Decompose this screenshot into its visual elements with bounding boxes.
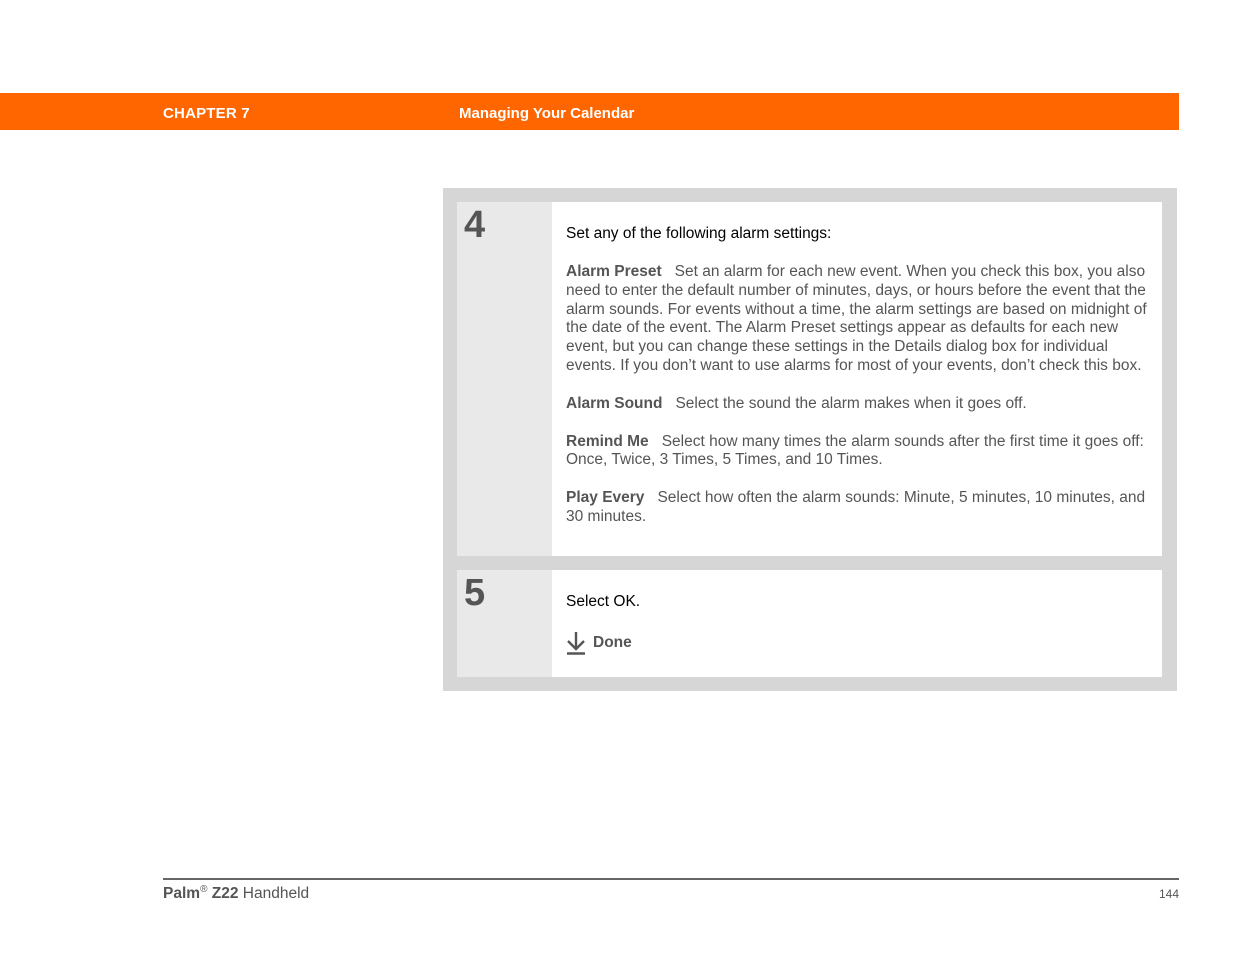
alarm-sound-term: Alarm Sound <box>566 394 663 412</box>
steps-panel <box>443 188 1177 691</box>
step-intro: Select OK. <box>566 593 641 610</box>
remind-me-term: Remind Me <box>566 432 649 450</box>
alarm-sound-paragraph <box>566 395 1148 414</box>
footer-product-name <box>163 884 309 903</box>
remind-me-paragraph <box>566 433 1148 471</box>
remind-me-text: Select how many times the alarm sounds after the first time it goes off: Once, Twice, 3 Times, 5 Times, and 10 Times. <box>566 432 1144 469</box>
step-number: 4 <box>464 204 486 246</box>
alarm-preset-paragraph <box>566 263 1148 376</box>
step-4 <box>457 202 1162 556</box>
footer-product: Handheld <box>242 885 310 903</box>
step-body <box>552 202 1162 556</box>
step-body <box>552 570 1162 677</box>
step-number: 5 <box>464 572 486 614</box>
page-number: 144 <box>1158 887 1179 901</box>
footer-model: Z22 <box>211 885 239 903</box>
play-every-paragraph <box>566 489 1148 527</box>
done-indicator <box>566 631 1148 655</box>
down-arrow-icon <box>566 631 586 655</box>
play-every-text: Select how often the alarm sounds: Minute, 5 minutes, 10 minutes, and 30 minutes. <box>566 489 1146 525</box>
step-number-column <box>457 202 552 556</box>
step-5 <box>457 570 1162 677</box>
done-label: Done <box>593 634 632 651</box>
step-number-column <box>457 570 552 677</box>
registered-mark: ® <box>200 884 208 895</box>
footer-divider <box>163 878 1179 880</box>
alarm-sound-text: Select the sound the alarm makes when it goes off. <box>675 394 1027 412</box>
footer-brand: Palm <box>163 885 201 903</box>
alarm-preset-text: Set an alarm for each new event. When you check this box, you also need to enter the default number of minutes, days, or hours before the event that the alarm sounds. For events without a time, the alarm settings are based on midnight of the date of the event. The Alarm Preset settings appear as defaults for each new event, but you can change these settings in the Details dialog box for individual events. If you don’t want to use alarms for most of your events, don’t check this box. <box>566 263 1147 374</box>
alarm-preset-term: Alarm Preset <box>566 263 662 280</box>
step-intro: Set any of the following alarm settings: <box>566 225 832 242</box>
chapter-title: Managing Your Calendar <box>459 105 635 122</box>
play-every-term: Play Every <box>566 489 645 507</box>
chapter-number: CHAPTER 7 <box>163 105 250 122</box>
